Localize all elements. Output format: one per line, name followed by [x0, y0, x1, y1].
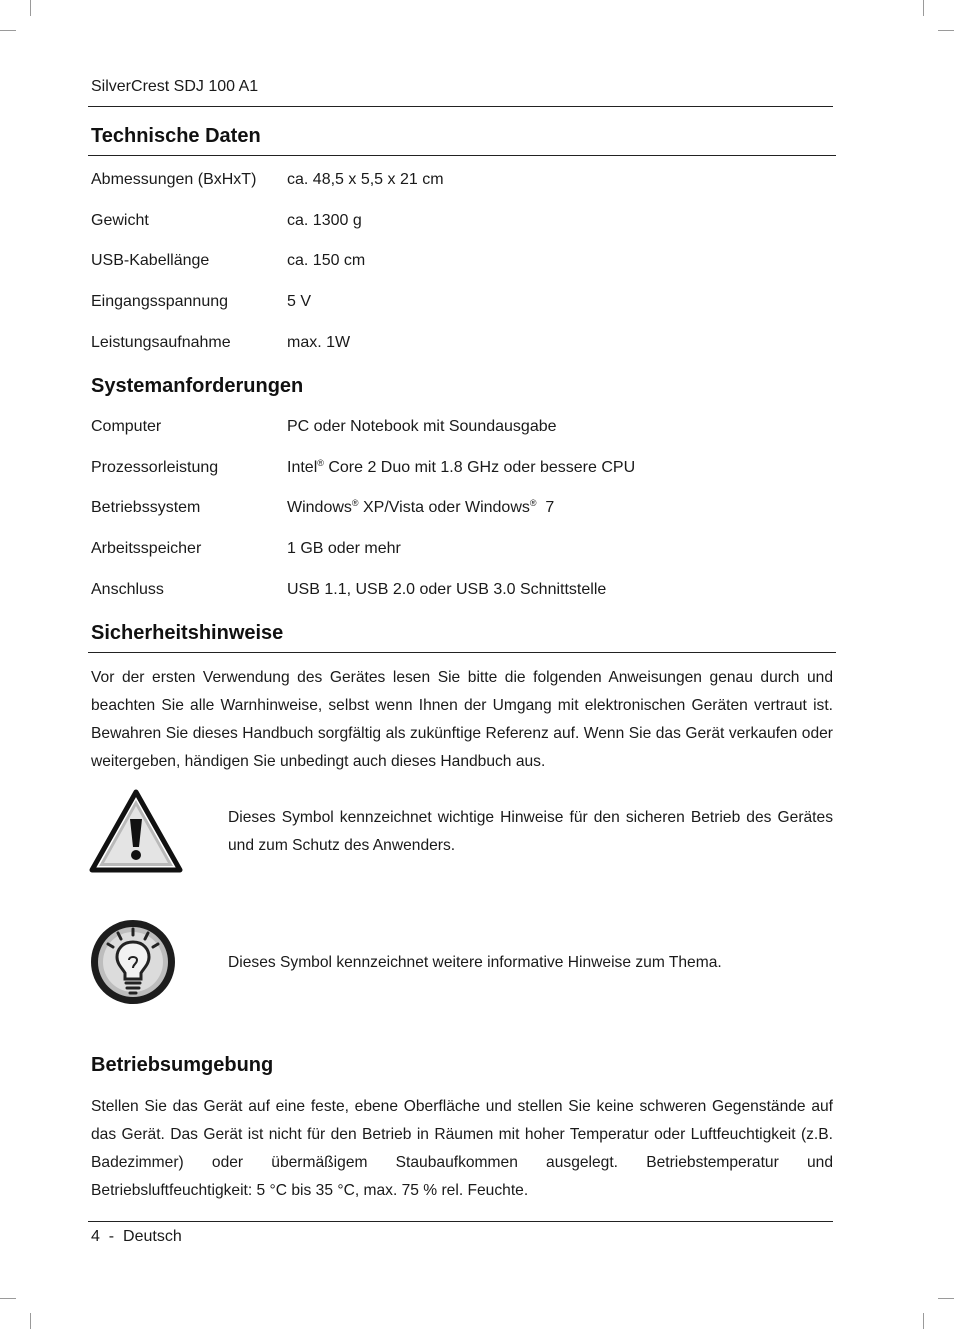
footer-rule [88, 1221, 833, 1222]
crop-mark [923, 0, 924, 16]
spec-label: Computer [91, 418, 162, 435]
section-title-system: Systemanforderungen [91, 375, 304, 397]
spec-value-part: 7 [536, 499, 555, 516]
spec-label: Arbeitsspeicher [91, 540, 202, 557]
registered-mark: ® [529, 498, 537, 508]
spec-label: Leistungsaufnahme [91, 334, 231, 351]
spec-value: PC oder Notebook mit Soundausgabe [287, 418, 557, 435]
section-title-technical: Technische Daten [91, 125, 261, 147]
spec-label: Betriebssystem [91, 499, 201, 516]
warning-triangle-icon [89, 789, 183, 873]
section-title-environment: Betriebsumgebung [91, 1054, 274, 1076]
registered-mark: ® [317, 458, 324, 468]
spec-row [91, 459, 831, 481]
crop-mark [30, 0, 31, 16]
spec-value: 1 GB oder mehr [287, 540, 401, 557]
section-rule [88, 155, 836, 156]
spec-row [91, 293, 831, 315]
environment-paragraph: Stellen Sie das Gerät auf eine feste, ebene Oberfläche und stellen Sie keine schweren Gegenstände auf das Gerät. Das Gerät ist nicht für den Betrieb in Räumen mit hoher Temperatur oder Luftfeuchtigkeit (z.B. Badezimmer) oder übermäßigem Staubaufkommen ausgelegt. Betriebstemperatur und Betriebsluftfeuchtigkeit: 5 °C bis 35 °C, max. 75 % rel. Feuchte. [91, 1098, 833, 1199]
lightbulb-icon [89, 918, 177, 1006]
spec-row [91, 334, 831, 356]
spec-label: Abmessungen (BxHxT) [91, 171, 257, 188]
crop-mark [0, 1298, 16, 1299]
spec-row [91, 540, 831, 562]
spec-row [91, 171, 831, 193]
spec-value: max. 1W [287, 334, 351, 351]
spec-label: USB-Kabellänge [91, 252, 210, 269]
spec-row [91, 252, 831, 274]
spec-row [91, 212, 831, 234]
footer-language: Deutsch [123, 1228, 182, 1245]
crop-mark [30, 1313, 31, 1329]
section-rule [88, 652, 836, 653]
spec-label: Prozessorleistung [91, 459, 219, 476]
page-footer [91, 1228, 182, 1246]
safety-intro-paragraph: Vor der ersten Verwendung des Gerätes lesen Sie bitte die folgenden Anweisungen genau durch und beachten Sie alle Warnhinweise, selbst wenn Ihnen der Umgang mit elektronischen Geräten vertraut ist. Bewahren Sie dieses Handbuch sorgfältig als zukünftige Referenz auf. Wenn Sie das Gerät verkaufen oder weitergeben, händigen Sie unbedingt auch dieses Handbuch aus. [91, 669, 833, 770]
spec-value-part: Windows [287, 499, 352, 516]
crop-mark [923, 1313, 924, 1329]
spec-value: ca. 1300 g [287, 212, 362, 229]
spec-row [91, 499, 831, 521]
warning-note-text: Dieses Symbol kennzeichnet wichtige Hinweise für den sicheren Betrieb des Gerätes und zum Schutz des Anwenders. [228, 809, 833, 854]
spec-value: USB 1.1, USB 2.0 oder USB 3.0 Schnittstelle [287, 581, 607, 598]
spec-label: Eingangsspannung [91, 293, 229, 310]
spec-value [287, 499, 554, 517]
info-note-text: Dieses Symbol kennzeichnet weitere informative Hinweise zum Thema. [228, 954, 722, 971]
crop-mark [938, 30, 954, 31]
spec-label: Anschluss [91, 581, 164, 598]
footer-separator: - [99, 1228, 124, 1245]
registered-mark: ® [351, 498, 359, 508]
spec-value-part: Core 2 Duo mit 1.8 GHz oder bessere CPU [323, 459, 636, 476]
spec-value-part: Intel [287, 459, 318, 476]
spec-value: ca. 150 cm [287, 252, 366, 269]
spec-row [91, 581, 831, 603]
crop-mark [938, 1298, 954, 1299]
crop-mark [0, 30, 16, 31]
spec-value: 5 V [287, 293, 312, 310]
spec-label: Gewicht [91, 212, 149, 229]
page-number: 4 [91, 1228, 100, 1245]
spec-row [91, 418, 831, 440]
spec-value-part: XP/Vista oder Windows [358, 499, 530, 516]
section-title-safety: Sicherheitshinweise [91, 622, 284, 644]
running-header: SilverCrest SDJ 100 A1 [91, 78, 259, 95]
spec-value [287, 459, 635, 477]
spec-value: ca. 48,5 x 5,5 x 21 cm [287, 171, 444, 188]
header-rule [88, 106, 833, 107]
